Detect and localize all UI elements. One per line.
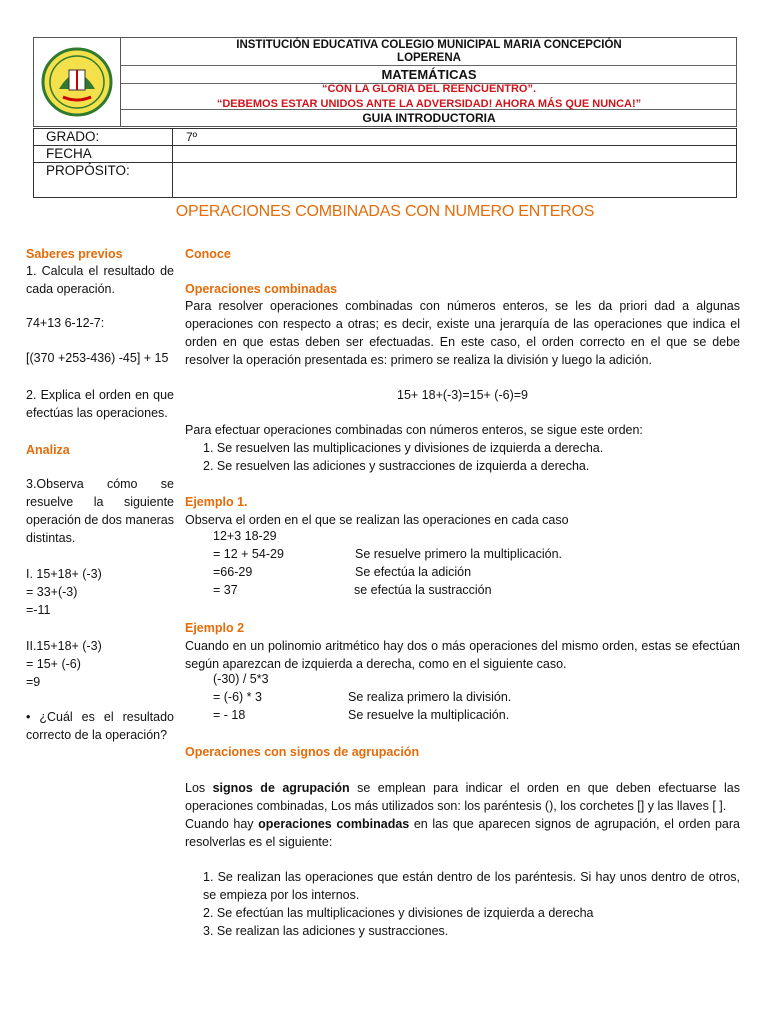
date-row <box>34 146 736 163</box>
guide-title: GUIA INTRODUCTORIA <box>362 111 496 125</box>
order-intro: Para efectuar operaciones combinadas con números enteros, se sigue este orden: <box>185 423 643 437</box>
expression-2: [(370 +253-436) -45] + 15 <box>26 351 169 365</box>
example-1-note: Se resuelve primero la multiplicación. <box>355 547 563 561</box>
example-1-intro: Observa el orden en el que se realizan las operaciones en cada caso <box>185 513 569 527</box>
example-2-step: = (-6) * 3 <box>213 690 262 704</box>
question-2: 2. Explica el orden en que efectúas las operaciones. <box>26 388 174 420</box>
purpose-label: PROPÓSITO: <box>46 163 130 178</box>
method-1-line: =-11 <box>26 603 51 617</box>
example-2-step: (-30) / 5*3 <box>213 672 269 686</box>
question-1: 1. Calcula el resultado de cada operación. <box>26 264 174 296</box>
example-1-step: 12+3 18-29 <box>213 529 277 543</box>
grouping-step: 1. Se realizan las operaciones que están dentro de los paréntesis. Si hay unos dentro de otros, se empieza por los internos. <box>203 870 740 902</box>
final-question: • ¿Cuál es el resultado correcto de la operación? <box>26 710 174 742</box>
info-column-divider <box>172 129 173 197</box>
method-1-line: = 33+(-3) <box>26 585 78 599</box>
grade-label: GRADO: <box>46 129 100 144</box>
example-2-note: Se realiza primero la división. <box>348 690 512 704</box>
operaciones-combinadas-heading: Operaciones combinadas <box>185 282 338 296</box>
grouping-paragraph-2: Cuando hay operaciones combinadas en las que aparecen signos de agrupación, el orden para resolverlas es el siguiente: <box>185 817 740 849</box>
school-seal-icon <box>33 37 121 127</box>
page-title: OPERACIONES COMBINADAS CON NUMERO ENTEROS <box>175 203 595 220</box>
operaciones-paragraph: Para resolver operaciones combinadas con números enteros, se les da priori dad a algunas operaciones con respecto a otras; es decir, existe una jerarquía de las operaciones que indica el orden en que estas deben ser efectuadas. En este caso, el orden correcto en el que se debe resolver la operación presentada es: primero se realiza la división y luego la adición. <box>185 299 740 367</box>
saberes-previos-heading: Saberes previos <box>26 247 123 261</box>
method-2 <box>26 637 174 691</box>
grouping-signs-term: signos de agrupación <box>212 781 350 795</box>
grade-value: 7º <box>186 130 198 144</box>
example-1-step: = 12 + 54-29 <box>213 547 284 561</box>
example-2-note: Se resuelve la multiplicación. <box>348 708 510 722</box>
example-1-heading: Ejemplo 1. <box>185 495 248 509</box>
subject-title: MATEMÁTICAS <box>381 67 477 82</box>
grouping-step: 3. Se realizan las adiciones y sustracciones. <box>203 924 449 938</box>
grouping-paragraph-1: Los signos de agrupación se emplean para indicar el orden en que deben efectuarse las operaciones combinadas, Los más utilizados son: los paréntesis (), los corchetes [] y las llaves [ ]. <box>185 781 740 813</box>
method-2-line: II.15+18+ (-3) <box>26 639 102 653</box>
grouping-heading: Operaciones con signos de agrupación <box>185 745 420 759</box>
method-1-line: I. 15+18+ (-3) <box>26 567 102 581</box>
center-expression: 15+ 18+(-3)=15+ (-6)=9 <box>397 388 528 402</box>
motto-line-1: “CON LA GLORIA DEL REENCUENTRO”. <box>321 83 537 95</box>
question-3: 3.Observa cómo se resuelve la siguiente operación de dos maneras distintas. <box>26 477 175 545</box>
analiza-heading: Analiza <box>26 443 70 457</box>
school-logo-cell <box>33 37 121 127</box>
grouping-step: 2. Se efectúan las multiplicaciones y divisiones de izquierda a derecha <box>203 906 594 920</box>
expression-1: 74+13 6-12-7: <box>26 316 105 330</box>
info-table <box>33 128 737 198</box>
example-2-step: = - 18 <box>213 708 246 722</box>
example-2-heading: Ejemplo 2 <box>185 621 245 635</box>
grade-row <box>34 129 736 146</box>
order-item: 2. Se resuelven las adiciones y sustracciones de izquierda a derecha. <box>203 459 590 473</box>
method-1 <box>26 565 174 619</box>
header-divider <box>121 65 737 66</box>
method-2-line: = 15+ (-6) <box>26 657 81 671</box>
date-label: FECHA <box>46 146 92 161</box>
method-2-line: =9 <box>26 675 41 689</box>
example-1-note: Se efectúa la adición <box>355 565 472 579</box>
purpose-row <box>34 163 736 197</box>
example-1-step: =66-29 <box>213 565 253 579</box>
example-1-note: se efectúa la sustracción <box>354 583 492 597</box>
conoce-heading: Conoce <box>185 247 231 261</box>
example-1-step: = 37 <box>213 583 238 597</box>
institution-name: INSTITUCIÓN EDUCATIVA COLEGIO MUNICIPAL MARIA CONCEPCIÓN LOPERENA <box>236 39 622 64</box>
example-2-intro: Cuando en un polinomio aritmético hay dos o más operaciones del mismo orden, estas se efectúan según aparezcan de izquierda a derecha, como en el siguiente caso. <box>185 639 740 671</box>
motto-line-2: “DEBEMOS ESTAR UNIDOS ANTE LA ADVERSIDAD! AHORA MÁS QUE NUNCA!” <box>216 98 642 110</box>
combined-operations-term: operaciones combinadas <box>258 817 410 831</box>
order-item: 1. Se resuelven las multiplicaciones y divisiones de izquierda a derecha. <box>203 441 604 455</box>
